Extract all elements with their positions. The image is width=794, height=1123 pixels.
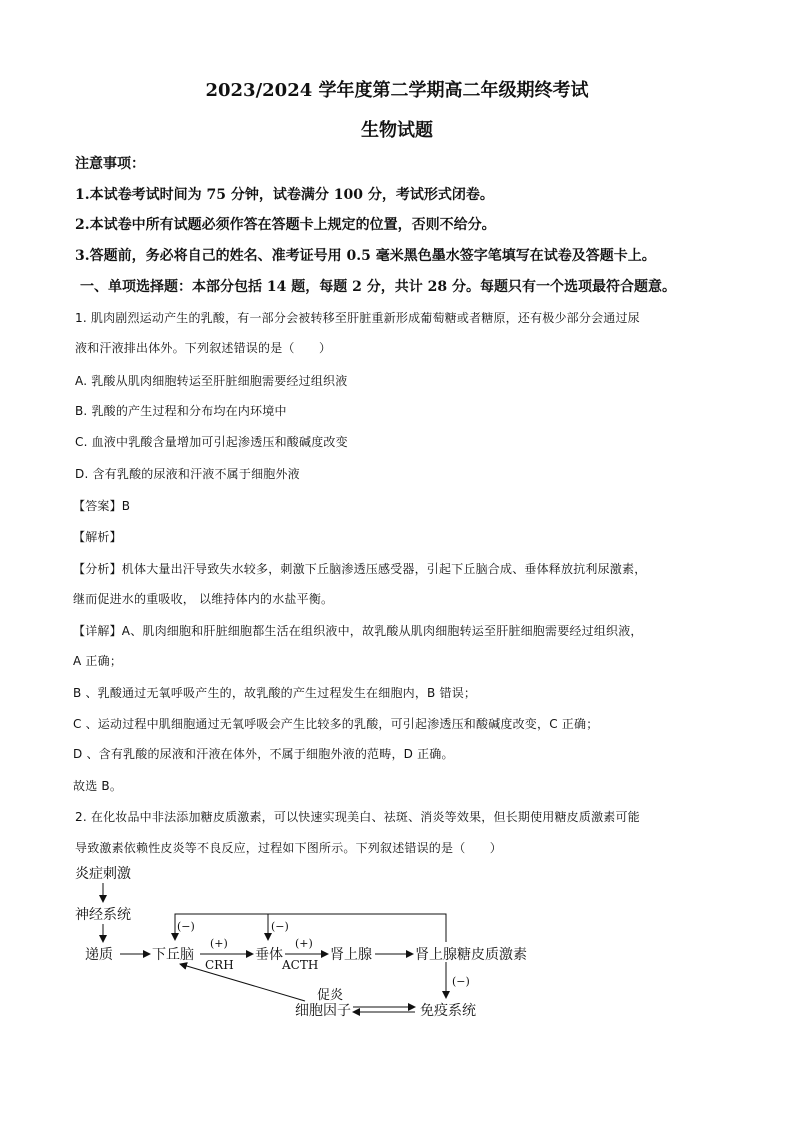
q1-analysis-line-2: 继而促进水的重吸收， 以维持体内的水盐平衡。: [73, 592, 334, 606]
q2-stem-line-2: 导致激素依赖性皮炎等不良反应，过程如下图所示。下列叙述错误的是（ ）: [75, 841, 503, 855]
q1-option-c: C. 血液中乳酸含量增加可引起渗透压和酸碱度改变: [75, 435, 348, 449]
q1-detail-line-1: 【详解】A、肌肉细胞和肝脏细胞都生活在组织液中，故乳酸从肌肉细胞转运至肝脏细胞需要经过组织液，: [73, 624, 643, 638]
q1-option-a: A. 乳酸从肌肉细胞转运至肝脏细胞需要经过组织液: [75, 374, 348, 388]
q1-analysis-line-1: 【分析】机体大量出汗导致失水较多，刺激下丘脑渗透压感受器，引起下丘脑合成、垂体释放抗利尿激素，: [73, 562, 647, 576]
label-minus-pituitary: (−): [271, 920, 289, 933]
q2-stem-line-1: 2. 在化妆品中非法添加糖皮质激素，可以快速实现美白、祛斑、消炎等效果，但长期使用糖皮质激素可能: [75, 810, 640, 824]
q1-stem-line-1: 1. 肌肉剧烈运动产生的乳酸，有一部分会被转移至肝脏重新形成葡萄糖或者糖原，还有极少部分会通过尿: [75, 311, 640, 325]
label-minus-immune: (−): [452, 975, 470, 988]
node-glucocorticoid: 肾上腺糖皮质激素: [415, 947, 527, 963]
section-heading: 一、单项选择题：本部分包括 14 题，每题 2 分，共计 28 分。每题只有一个选项最符合题意。: [80, 279, 676, 295]
exam-subject: 生物试题: [361, 120, 433, 141]
q1-answer: 【答案】B: [73, 499, 131, 513]
notes-heading: 注意事项：: [75, 156, 145, 172]
q1-detail-line-3: B 、乳酸通过无氧呼吸产生的，故乳酸的产生过程发生在细胞内，B 错误；: [73, 686, 477, 700]
q1-detail-line-2: A 正确；: [73, 654, 123, 668]
node-pituitary: 垂体: [255, 947, 283, 963]
q1-detail-line-5: D 、含有乳酸的尿液和汗液在体外，不属于细胞外液的范畴，D 正确。: [73, 747, 454, 761]
hormone-regulation-diagram: [70, 858, 540, 1028]
node-transmitter: 递质: [85, 947, 113, 963]
note-item-3: 3.答题前，务必将自己的姓名、准考证号用 0.5 毫米黑色墨水签字笔填写在试卷及答题卡上。: [75, 248, 656, 264]
label-acth: ACTH: [282, 958, 319, 972]
label-plus-crh: (+): [210, 937, 228, 950]
note-item-1: 1.本试卷考试时间为 75 分钟，试卷满分 100 分，考试形式闭卷。: [75, 187, 494, 203]
q1-analysis-heading: 【解析】: [73, 530, 122, 544]
node-immune-system: 免疫系统: [420, 1003, 476, 1019]
label-pro-inflammatory: 促炎: [317, 988, 344, 1003]
exam-title: 2023/2024 学年度第二学期高二年级期终考试: [205, 80, 589, 101]
q1-stem-line-2: 液和汗液排出体外。下列叙述错误的是（ ）: [75, 341, 332, 355]
label-minus-hypothalamus: (−): [177, 920, 195, 933]
node-inflammation: 炎症刺激: [75, 866, 131, 882]
label-crh: CRH: [205, 958, 234, 972]
q1-detail-line-4: C 、运动过程中肌细胞通过无氧呼吸会产生比较多的乳酸，可引起渗透压和酸碱度改变，C 正确；: [73, 717, 599, 731]
node-nervous-system: 神经系统: [75, 907, 131, 923]
node-cytokine: 细胞因子: [295, 1003, 351, 1019]
note-item-2: 2.本试卷中所有试题必须作答在答题卡上规定的位置，否则不给分。: [75, 217, 496, 233]
label-plus-acth: (+): [295, 937, 313, 950]
node-adrenal: 肾上腺: [330, 947, 372, 963]
q1-option-b: B. 乳酸的产生过程和分布均在内环境中: [75, 404, 287, 418]
q1-conclusion: 故选 B。: [73, 779, 123, 793]
node-hypothalamus: 下丘脑: [152, 947, 194, 963]
q1-option-d: D. 含有乳酸的尿液和汗液不属于细胞外液: [75, 467, 300, 481]
